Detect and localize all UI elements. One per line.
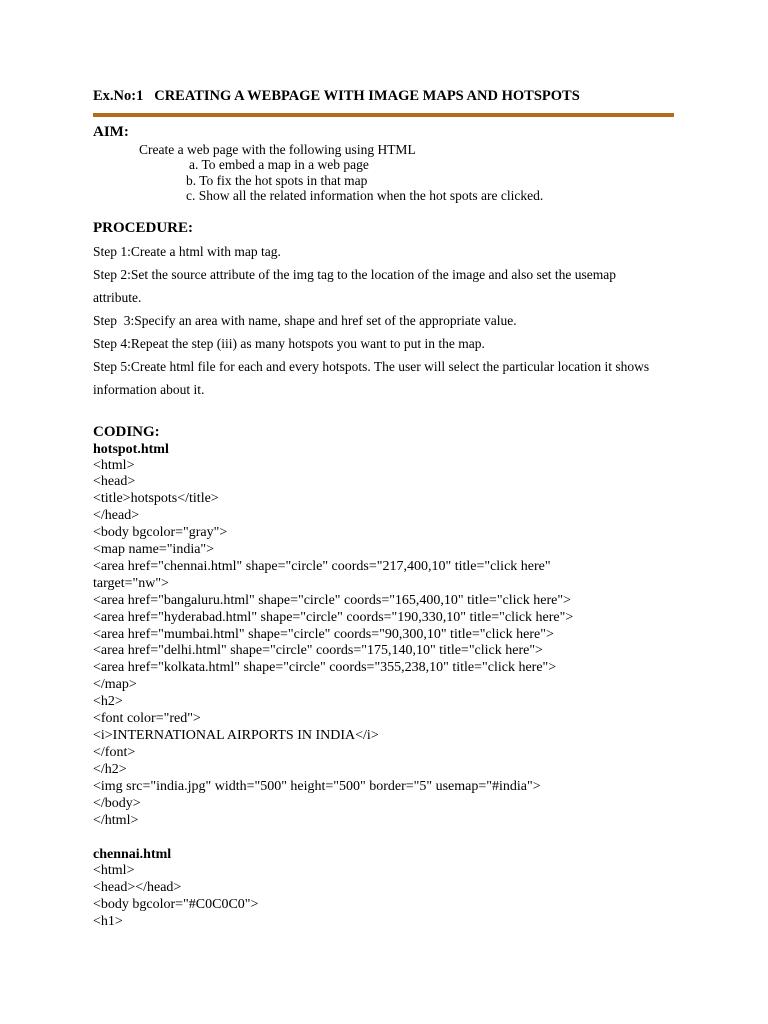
code-line: <body bgcolor="#C0C0C0"> (93, 897, 259, 913)
code-line: <area href="hyderabad.html" shape="circle" coords="190,330,10" title="click here"> (93, 609, 574, 625)
code-line: </body> (93, 795, 141, 811)
code-line: <i>INTERNATIONAL AIRPORTS IN INDIA</i> (93, 728, 379, 743)
code-line: <area href="chennai.html" shape="circle" coords="217,400,10" title="click here" (93, 558, 551, 574)
code-line: <area href="mumbai.html" shape="circle" coords="90,300,10" title="click here"> (93, 626, 554, 642)
code-line: <area href="kolkata.html" shape="circle" coords="355,238,10" title="click here"> (93, 660, 557, 676)
code-line: <head></head> (93, 880, 182, 896)
aim-item: b. To fix the hot spots in that map (186, 172, 368, 188)
code-line: <map name="india"> (93, 542, 215, 558)
code-line: <head> (93, 474, 136, 490)
aim-item: a. To embed a map in a web page (189, 157, 369, 172)
code-line: </font> (93, 744, 136, 760)
title-rule (93, 113, 674, 117)
section-gap (93, 829, 683, 846)
code-line: <h1> (93, 914, 123, 930)
aim-intro: Create a web page with the following using HTML (139, 142, 416, 157)
coding-heading: CODING: (93, 423, 160, 440)
document-page (93, 86, 683, 931)
code-line: <area href="bangaluru.html" shape="circle" coords="165,400,10" title="click here"> (93, 592, 571, 608)
code-line: </head> (93, 508, 140, 524)
procedure-step: Step 2:Set the source attribute of the img tag to the location of the image and also set the usemap attribute. (93, 266, 620, 305)
procedure-steps (93, 240, 653, 401)
code-line: <html> (93, 863, 135, 879)
procedure-step: Step 4:Repeat the step (iii) as many hotspots you want to put in the map. (93, 335, 485, 351)
code-line: </map> (93, 677, 137, 693)
code-listing-chennai (93, 863, 683, 931)
code-line: <h2> (93, 694, 123, 710)
aim-heading: AIM: (93, 124, 129, 140)
aim-list (93, 157, 683, 204)
code-line: <font color="red"> (93, 711, 201, 727)
page-title: Ex.No:1 CREATING A WEBPAGE WITH IMAGE MAPS AND HOTSPOTS (93, 88, 580, 104)
file-name-chennai: chennai.html (93, 847, 172, 863)
procedure-step: Step 1:Create a html with map tag. (93, 243, 281, 259)
code-listing-hotspot (93, 458, 683, 830)
procedure-heading: PROCEDURE: (93, 219, 193, 236)
file-name-hotspot: hotspot.html (93, 441, 169, 457)
code-line: <html> (93, 457, 135, 473)
code-line: <img src="india.jpg" width="500" height="500" border="5" usemap="#india"> (93, 778, 541, 794)
code-line: <title>hotspots</title> (93, 491, 219, 507)
code-line: </html> (93, 812, 139, 828)
code-line: </h2> (93, 761, 127, 777)
procedure-step: Step 3:Specify an area with name, shape and href set of the appropriate value. (93, 312, 517, 328)
code-line: target="nw"> (93, 575, 169, 591)
code-line: <area href="delhi.html" shape="circle" coords="175,140,10" title="click here"> (93, 643, 543, 659)
code-line: <body bgcolor="gray"> (93, 525, 228, 541)
aim-item: c. Show all the related information when the hot spots are clicked. (186, 188, 544, 203)
procedure-step: Step 5:Create html file for each and every hotspots. The user will select the particular location it shows information about it. (93, 358, 653, 397)
